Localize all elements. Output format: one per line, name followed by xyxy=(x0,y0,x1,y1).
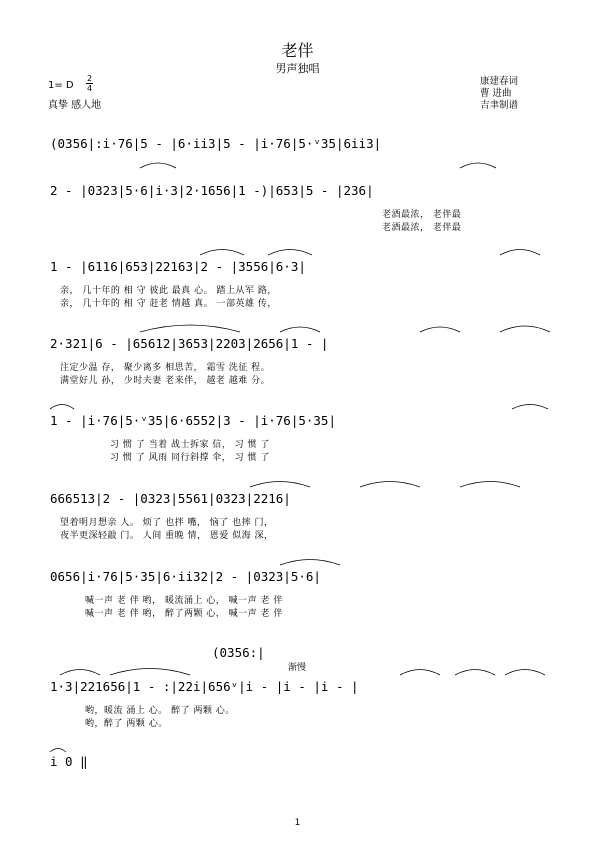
notation-row-3: 1 - |6116|653|22163|2 - |3556|6·3| xyxy=(50,259,306,274)
slur-mark xyxy=(455,670,495,676)
slur-mark xyxy=(60,670,100,676)
slur-mark xyxy=(400,670,440,676)
song-title: 老伴 xyxy=(281,41,314,60)
notation-row-5: 1 - |i·76|5·ᵛ35|6·6552|3 - |i·76|5·35| xyxy=(50,413,336,428)
song-subtitle: 男声独唱 xyxy=(275,62,320,75)
time-signature-bottom: 4 xyxy=(86,84,93,93)
composer: 曹 进曲 xyxy=(480,88,512,99)
slur-mark xyxy=(420,327,460,332)
slur-mark xyxy=(200,250,244,256)
slur-mark xyxy=(460,482,520,488)
lyric-row-7-verse-2: 喊一声 老 伴 哟， 醉了两颗 心， 喊一声 老 伴 xyxy=(85,609,283,619)
slur-mark xyxy=(50,405,74,410)
slur-mark xyxy=(360,482,420,488)
slur-mark xyxy=(50,749,66,753)
slur-mark xyxy=(250,482,310,488)
tempo-mark-ritardando: 渐慢 xyxy=(288,663,307,673)
lyric-row-3-verse-2: 亲， 几十年的 相 守 赶老 情越 真。 一部英雄 传， xyxy=(60,299,277,309)
lyric-row-4-verse-2: 满堂好儿 孙， 少时夫妻 老来伴， 越老 越难 分。 xyxy=(60,376,271,386)
lyricist: 康建春词 xyxy=(480,76,519,87)
lyric-row-7-verse-1: 喊一声 老 伴 哟， 暖流涌上 心， 喊一声 老 伴 xyxy=(85,596,283,606)
expression-mark: 真挚 感人地 xyxy=(48,100,102,111)
lyric-row-6-verse-1: 望着明月想亲 人。 烦了 也拌 嘴， 恼了 也摔 门， xyxy=(60,518,274,528)
slur-mark xyxy=(512,405,548,410)
slur-mark xyxy=(500,250,540,256)
notation-row-2: 2 - |0323|5·6|i·3|2·1656|1 -)|653|5 - |236| xyxy=(50,183,374,198)
slur-mark xyxy=(500,326,550,332)
page-number: 1 xyxy=(294,818,301,828)
notation-row-9: i 0 ‖ xyxy=(50,754,88,769)
lyric-row-3-verse-1: 亲， 几十年的 相 守 彼此 最真 心。 踏上从军 路， xyxy=(60,286,277,296)
slur-mark xyxy=(280,327,320,332)
key-signature: 1= D xyxy=(48,80,74,91)
notation-row-7: 0656|i·76|5·35|6·ii32|2 - |0323|5·6| xyxy=(50,569,321,584)
notation-row-1: (0356|:i·76|5 - |6·iі3|5 - |i·76|5·ᵛ35|6ii3| xyxy=(50,136,382,151)
lyric-row-5-verse-2: 习 惯 了 风雨 同行斜撑 伞， 习 惯 了 xyxy=(110,453,270,463)
slur-mark xyxy=(505,670,545,676)
slur-mark xyxy=(140,325,240,332)
notation-row-8: 1·3|221656|1 - :|22i|656ᵛ|i - |i - |i - | xyxy=(50,679,359,694)
volta-notation: (0356:| xyxy=(212,645,265,660)
slur-mark xyxy=(460,163,496,168)
slur-mark xyxy=(280,560,340,566)
lyric-row-6-verse-2: 夜半更深轻敲 门。 人间 重晚 情， 恩爱 似海 深， xyxy=(60,531,274,541)
lyric-row-2-verse-2: 老酒最浓， 老伴最 xyxy=(382,223,462,233)
lyric-row-8-verse-1: 哟，暖流 涌上 心。 醉了 两颗 心。 xyxy=(85,706,235,716)
lyric-row-8-verse-2: 哟，醉了 两颗 心。 xyxy=(85,719,168,729)
transcriber: 吉聿制谱 xyxy=(480,100,519,111)
lyric-row-5-verse-1: 习 惯 了 当着 战士拆家 信， 习 惯 了 xyxy=(110,440,270,450)
time-signature-top: 2 xyxy=(86,74,93,83)
notation-row-6: 666513|2 - |0323|5561|0323|2216| xyxy=(50,491,291,506)
slur-mark xyxy=(268,250,312,256)
lyric-row-4-verse-1: 注定少温 存， 聚少离多 相思苦， 霜雪 洗征 程。 xyxy=(60,363,271,373)
lyric-row-2-verse-1: 老酒最浓， 老伴最 xyxy=(382,210,462,220)
notation-row-4: 2·321|6 - |65612|3653|2203|2656|1 - | xyxy=(50,336,329,351)
slur-mark xyxy=(110,669,190,676)
slur-mark xyxy=(140,163,176,168)
